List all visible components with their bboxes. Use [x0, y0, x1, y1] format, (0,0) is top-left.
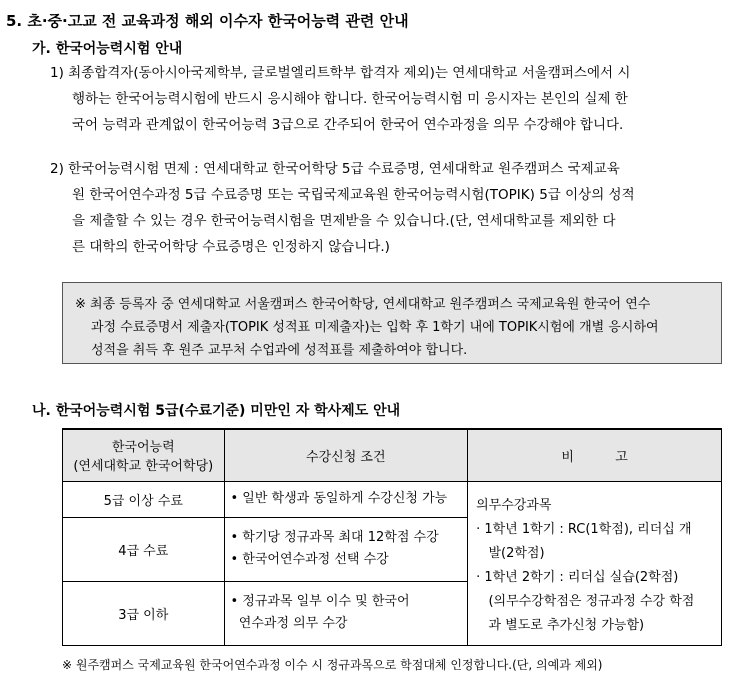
note-line-2: 과정 수료증명서 제출자(TOPIK 성적표 미제출자)는 입학 후 1학기 내에 TOPIK시험에 개별 응시하여 [91, 320, 659, 335]
row-conditions: • 일반 학생과 동일하게 수강신청 가능 [224, 481, 468, 517]
item2-line1: 2) 한국어능력시험 면제 : 연세대학교 한국어학당 5급 수료증명, 연세대학교 원주캠퍼스 국제교육 [50, 161, 620, 177]
section-title: 5. 초·중·고교 전 교육과정 해외 이수자 한국어능력 관련 안내 [6, 12, 409, 30]
header-remarks: 비 고 [468, 429, 722, 481]
item1-line1: 1) 최종합격자(동아시아국제학부, 글로벌엘리트학부 합격자 제외)는 연세대학교 서울캠퍼스에서 시 [50, 65, 631, 81]
header-registration-conditions: 수강신청 조건 [224, 429, 468, 481]
item1-line2: 행하는 한국어능력시험에 반드시 응시해야 합니다. 한국어능력시험 미 응시자는 본인의 실제 한 [72, 91, 628, 107]
subsection-a-title: 가. 한국어능력시험 안내 [32, 41, 183, 57]
note-line-1: ※ 최종 등록자 중 연세대학교 서울캠퍼스 한국어학당, 연세대학교 원주캠퍼스 국제교육원 한국어 연수 [75, 297, 651, 312]
table-row [63, 481, 722, 517]
row-level: 3급 이하 [63, 581, 225, 645]
subsection-b-title: 나. 한국어능력시험 5급(수료기준) 미만인 자 학사제도 안내 [32, 403, 401, 419]
remarks-cell: 의무수강과목 · 1학년 1학기 : RC(1학점), 리더십 개 발(2학점) · 1학년 2학기 : 리더십 실습(2학점) (의무수강학점은 정규과정 수강 학점 과 별도로 추가신청 가능함) [468, 481, 722, 645]
item2-line4: 른 대학의 한국어학당 수료증명은 인정하지 않습니다.) [72, 239, 390, 255]
academic-policy-table [62, 428, 722, 646]
note-line-3: 성적을 취득 후 원주 교무처 수업과에 성적표를 제출하여야 합니다. [91, 343, 468, 358]
item1-line3: 국어 능력과 관계없이 한국어능력 3급으로 간주되어 한국어 연수과정을 의무 수강해야 합니다. [72, 117, 624, 133]
note-box [62, 282, 722, 364]
row-level: 4급 수료 [63, 517, 225, 581]
row-conditions: • 학기당 정규과목 최대 12학점 수강 • 한국어연수과정 선택 수강 [224, 517, 468, 581]
footnote: ※ 원주캠퍼스 국제교육원 한국어연수과정 이수 시 정규과목으로 학점대체 인정합니다.(단, 의예과 제외) [62, 658, 603, 672]
header-korean-level: 한국어능력 (연세대학교 한국어학당) [63, 429, 225, 481]
item2-line3: 을 제출할 수 있는 경우 한국어능력시험을 면제받을 수 있습니다.(단, 연세대학교를 제외한 다 [72, 213, 616, 229]
table-header-row [63, 429, 722, 481]
item2-line2: 원 한국어연수과정 5급 수료증명 또는 국립국제교육원 한국어능력시험(TOPIK) 5급 이상의 성적 [72, 187, 635, 203]
row-conditions: • 정규과목 일부 이수 및 한국어 연수과정 의무 수강 [224, 581, 468, 645]
row-level: 5급 이상 수료 [63, 481, 225, 517]
